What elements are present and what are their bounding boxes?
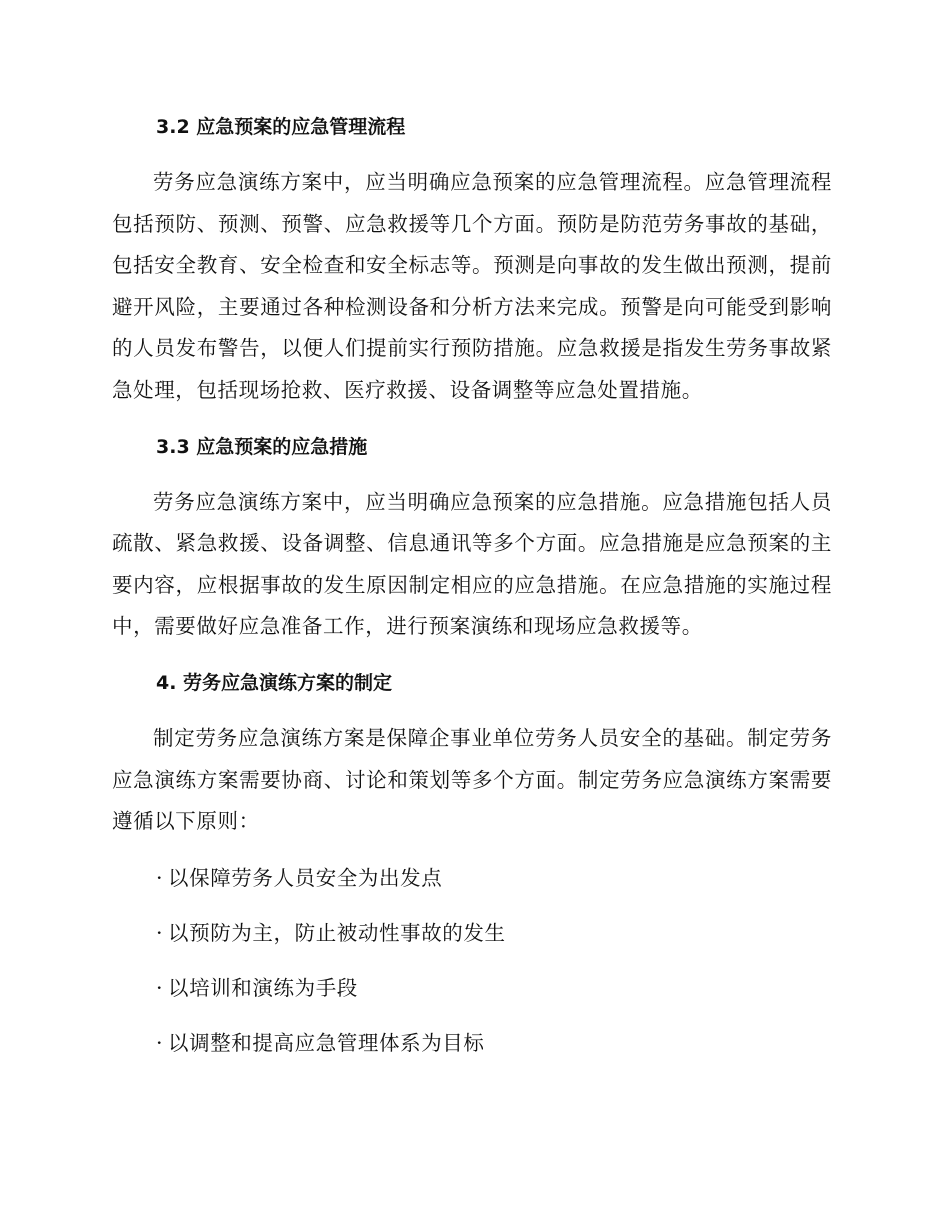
list-item-text: 以调整和提高应急管理体系为目标	[168, 1030, 485, 1055]
bullet-dot-icon: ·	[156, 920, 164, 945]
list-item-text: 以培训和演练为手段	[168, 975, 358, 1000]
list-item-text: 以预防为主，防止被动性事故的发生	[168, 920, 506, 945]
bullet-dot-icon: ·	[156, 865, 164, 890]
section-heading-3-3: 3.3 应急预案的应急措施	[156, 435, 368, 458]
section-paragraph-3-2: 劳务应急演练方案中，应当明确应急预案的应急管理流程。应急管理流程包括预防、预测、预警、应急救援等几个方面。预防是防范劳务事故的基础，包括安全教育、安全检查和安全标志等。预测是向事故的发生做出预测，提前避开风险，主要通过各种检测设备和分析方法来完成。预警是向可能受到影响的人员发布警告，以便人们提前实行预防措施。应急救援是指发生劳务事故紧急处理，包括现场抢救、医疗救援、设备调整等应急处置措施。	[112, 170, 832, 402]
bullet-dot-icon: ·	[156, 975, 164, 1000]
list-item	[156, 859, 832, 897]
bullet-dot-icon: ·	[156, 1030, 164, 1055]
section-paragraph-4: 制定劳务应急演练方案是保障企事业单位劳务人员安全的基础。制定劳务应急演练方案需要协商、讨论和策划等多个方面。制定劳务应急演练方案需要遵循以下原则：	[112, 725, 832, 834]
section-paragraph-3-3: 劳务应急演练方案中，应当明确应急预案的应急措施。应急措施包括人员疏散、紧急救援、设备调整、信息通讯等多个方面。应急措施是应急预案的主要内容，应根据事故的发生原因制定相应的应急措施。在应急措施的实施过程中，需要做好应急准备工作，进行预案演练和现场应急救援等。	[112, 489, 832, 639]
document-page	[112, 108, 832, 1079]
section-heading-4: 4. 劳务应急演练方案的制定	[156, 671, 393, 694]
list-item	[156, 969, 832, 1007]
list-item	[156, 1024, 832, 1062]
principles-list	[112, 859, 832, 1062]
list-item-text: 以保障劳务人员安全为出发点	[168, 865, 443, 890]
list-item	[156, 914, 832, 952]
section-heading-3-2: 3.2 应急预案的应急管理流程	[156, 116, 406, 138]
